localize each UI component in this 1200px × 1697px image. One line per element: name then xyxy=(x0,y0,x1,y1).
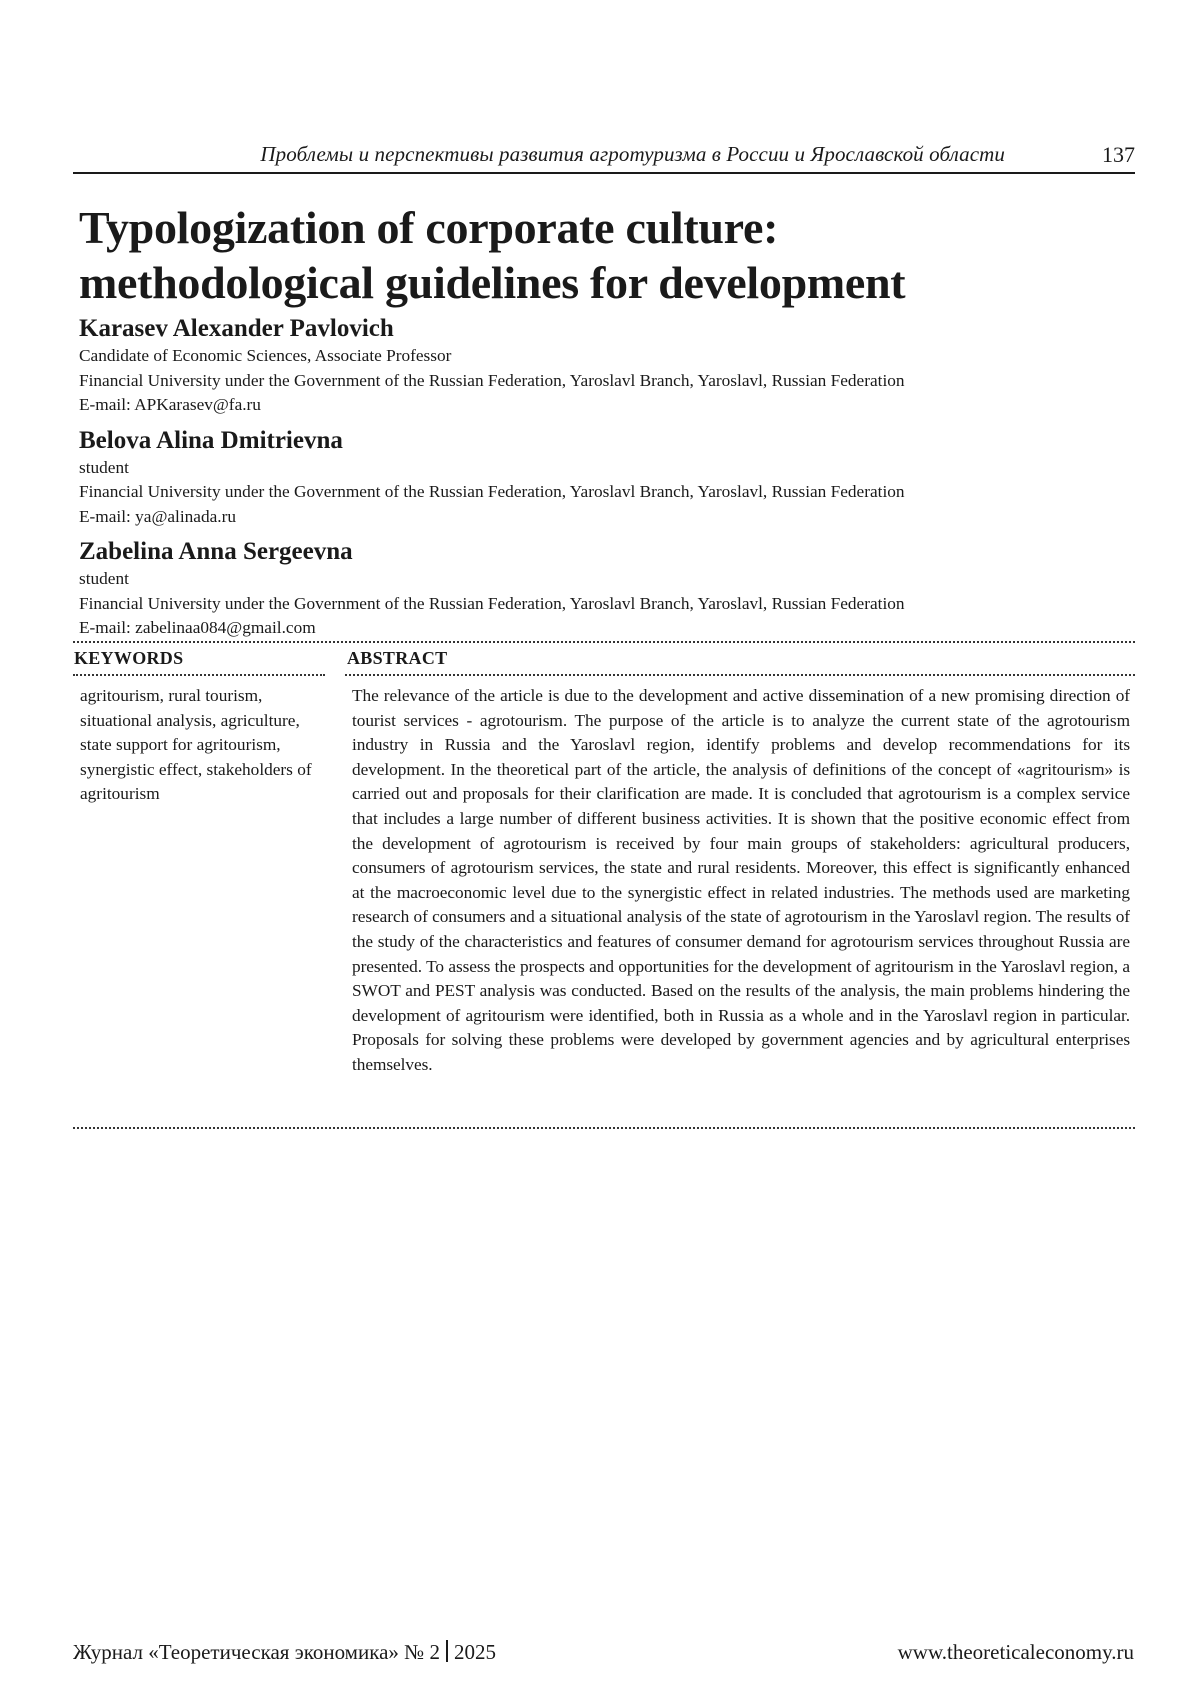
keywords-heading-divider xyxy=(73,674,325,676)
abstract-text: The relevance of the article is due to the development and active dissemination of a new promising direction of tourist services - agrotourism. The purpose of the article is to analyze the current state of the agrotourism industry in Russia and the Yaroslavl region, identify problems and develop recommendations for its development. In the theoretical part of the article, the analysis of definitions of the concept of «agritourism» is carried out and proposals for their clarification are made. It is concluded that agrotourism is a complex service that includes a large number of different business activities. It is shown that the positive economic effect from the development of agrotourism is received by four main groups of stakeholders: agricultural producers, consumers of agrotourism services, the state and rural residents. Moreover, this effect is significantly enhanced at the macroeconomic level due to the synergistic effect in related industries. The methods used are marketing research of consumers and a situational analysis of the state of agrotourism in the Yaroslavl region. The results of the study of the characteristics and features of consumer demand for agrotourism services throughout Russia are presented. To assess the prospects and opportunities for the development of agritourism in the Yaroslavl region, a SWOT and PEST analysis was conducted. Based on the results of the analysis, the main problems hindering the development of agritourism were identified, both in Russia as a whole and in the Yaroslavl region in particular. Proposals for solving these problems were developed by government agencies and by agricultural enterprises themselves. xyxy=(352,686,1130,1074)
footer-journal xyxy=(73,1640,496,1665)
author xyxy=(79,537,1139,641)
footer-separator xyxy=(446,1640,448,1662)
author-affiliation: Financial University under the Government of the Russian Federation, Yaroslavl Branch, Yaroslavl, Russian Federation xyxy=(79,593,905,613)
title-line-2: methodological guidelines for development xyxy=(79,257,906,308)
author-email: E-mail: ya@alinada.ru xyxy=(79,506,236,526)
keywords-text: agritourism, rural tourism, situational analysis, agriculture, state support for agritourism, synergistic effect, stakeholders of agritourism xyxy=(80,686,312,804)
author-affiliation: Financial University under the Government of the Russian Federation, Yaroslavl Branch, Yaroslavl, Russian Federation xyxy=(79,482,905,501)
journal-year: 2025 xyxy=(453,1640,496,1664)
journal-name: Журнал «Теоретическая экономика» № 2 xyxy=(73,1640,440,1664)
author xyxy=(79,426,1139,530)
author-email: E-mail: zabelinaa084@gmail.com xyxy=(79,618,316,637)
divider-top xyxy=(73,641,1135,643)
abstract-heading-divider xyxy=(345,674,1135,676)
author-name: Belova Alina Dmitrievna xyxy=(79,426,343,454)
abstract-heading: ABSTRACT xyxy=(347,648,448,668)
article-title xyxy=(79,200,1129,310)
author-name: Zabelina Anna Sergeevna xyxy=(79,538,353,565)
author-position: student xyxy=(79,569,129,588)
author-position: student xyxy=(79,457,129,477)
author-affiliation: Financial University under the Government of the Russian Federation, Yaroslavl Branch, Yaroslavl, Russian Federation xyxy=(79,370,905,390)
keywords-heading: KEYWORDS xyxy=(74,648,184,668)
author-name: Karasev Alexander Pavlovich xyxy=(79,315,394,342)
page-number: 137 xyxy=(1102,142,1135,167)
author-email: E-mail: APKarasev@fa.ru xyxy=(79,395,261,414)
running-title: Проблемы и перспективы развития агротуризма в России и Ярославской области xyxy=(260,142,1005,166)
authors-block xyxy=(79,314,1139,649)
page-header xyxy=(73,136,1135,174)
author-position: Candidate of Economic Sciences, Associate Professor xyxy=(79,346,452,365)
divider-bottom xyxy=(73,1127,1135,1129)
title-line-1: Typologization of corporate culture: xyxy=(79,202,779,253)
author xyxy=(79,314,1139,418)
footer-website[interactable]: www.theoreticaleconomy.ru xyxy=(897,1640,1134,1664)
